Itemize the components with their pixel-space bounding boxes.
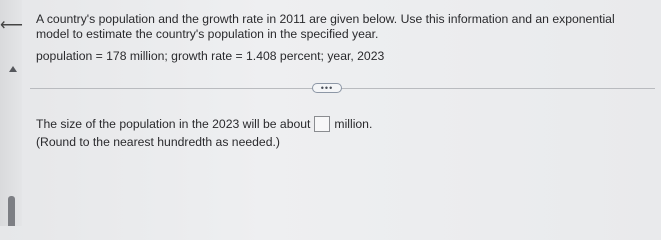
question-text: A country's population and the growth rate in 2011 are given below. Use this information and an exponential model to estimate the country's population in the specified year.: [36, 12, 615, 41]
scrollbar-thumb[interactable]: [8, 196, 15, 226]
left-sidebar-strip: [0, 0, 22, 226]
answer-suffix: million.: [334, 117, 373, 131]
triangle-up-icon[interactable]: [9, 66, 17, 72]
section-divider: [30, 88, 655, 89]
given-values: population = 178 million; growth rate = 1.408 percent; year, 2023: [36, 49, 385, 63]
rounding-instruction: (Round to the nearest hundredth as needed.): [36, 135, 280, 149]
answer-prefix: The size of the population in the 2023 will be about: [36, 117, 311, 131]
back-arrow-icon[interactable]: ⟵: [0, 17, 23, 34]
answer-line: [36, 116, 372, 132]
expand-more-button[interactable]: •••: [312, 83, 342, 93]
answer-input-box[interactable]: [314, 116, 330, 132]
